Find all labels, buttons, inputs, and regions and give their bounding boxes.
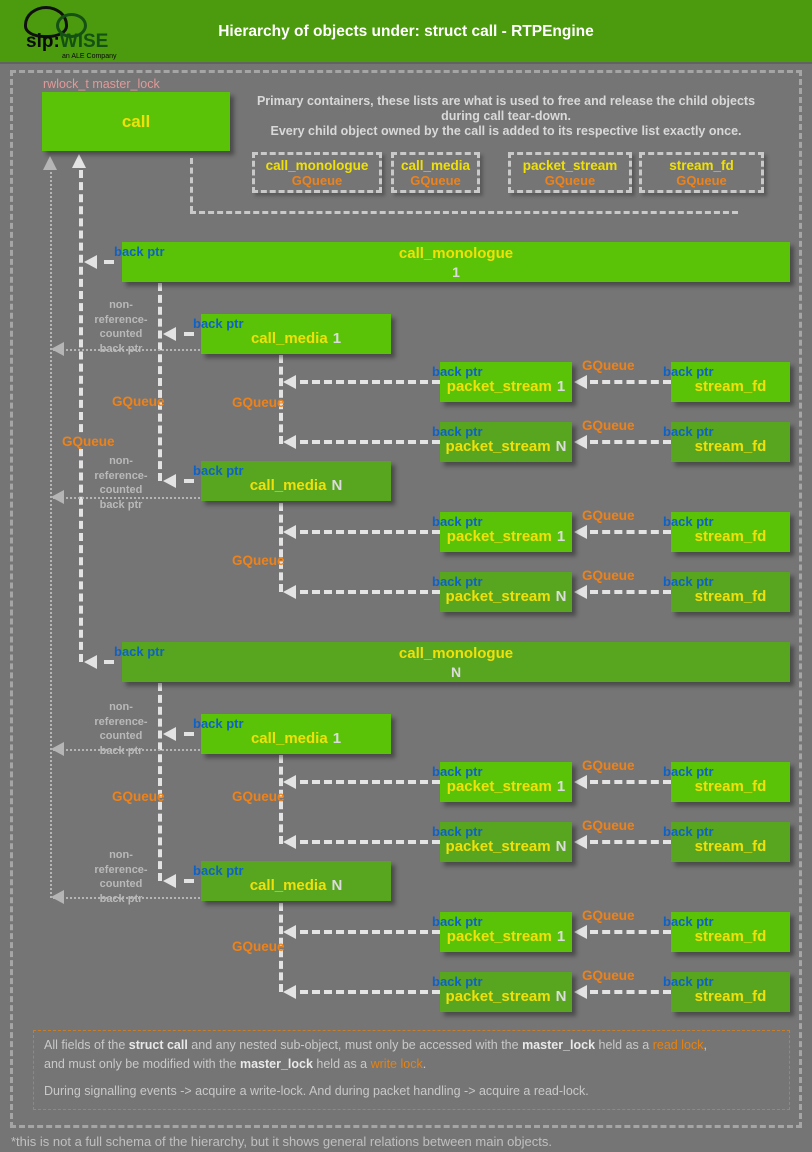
containers-connector-line	[190, 158, 193, 212]
note-bold: struct call	[128, 1038, 188, 1052]
back-ptr-arrow	[84, 655, 97, 669]
back-ptr-arrow	[574, 775, 587, 789]
non-ref-line: non-	[109, 849, 133, 861]
back-ptr-arrow	[84, 255, 97, 269]
back-ptr-label: back ptr	[432, 974, 483, 989]
back-ptr-arrow-line	[590, 990, 671, 994]
box-title: stream_fd	[694, 588, 767, 605]
non-ref-line: reference-	[94, 715, 148, 728]
back-ptr-label: back ptr	[432, 424, 483, 439]
up-arrow-icon	[43, 156, 57, 170]
gqueue-label: GQueue	[232, 939, 285, 954]
back-ptr-label: back ptr	[663, 914, 714, 929]
back-ptr-label: back ptr	[663, 974, 714, 989]
back-ptr-arrow-line	[300, 440, 440, 444]
streams-gqueue-line	[279, 503, 283, 592]
non-ref-line: reference-	[94, 313, 148, 326]
box-index: 1	[332, 730, 342, 747]
box-title: stream_fd	[694, 838, 767, 855]
back-ptr-arrow-line	[590, 780, 671, 784]
box-title: packet_stream	[445, 438, 551, 455]
back-ptr-label: back ptr	[193, 316, 244, 331]
back-ptr-arrow	[574, 525, 587, 539]
gqueue-label: GQueue	[582, 358, 635, 373]
intro-line-2: during call tear-down.	[441, 109, 571, 123]
non-ref-line: reference-	[94, 469, 148, 482]
note-paragraph-2: During signalling events -> acquire a write-lock. And during packet handling -> acquire a read-lock.	[44, 1084, 589, 1098]
back-ptr-arrow-line	[300, 380, 440, 384]
gqueue-label: GQueue	[582, 758, 635, 773]
call-box-label: call	[121, 111, 151, 131]
read-lock-text: read lock	[652, 1038, 704, 1052]
back-ptr-arrow-line	[300, 590, 440, 594]
call-monologue-first-box	[122, 242, 790, 282]
back-ptr-arrow-dash	[104, 660, 114, 664]
back-ptr-arrow	[283, 375, 296, 389]
footnote: *this is not a full schema of the hierarchy, but it shows general relations between main objects.	[11, 1134, 552, 1149]
back-ptr-arrow	[283, 435, 296, 449]
back-ptr-arrow-line	[590, 840, 671, 844]
back-ptr-arrow-dash	[184, 332, 194, 336]
note-bold: master_lock	[522, 1038, 596, 1052]
back-ptr-arrow	[574, 835, 587, 849]
back-ptr-arrow-line	[300, 530, 440, 534]
back-ptr-arrow-line	[300, 840, 440, 844]
box-index: N	[555, 438, 567, 455]
back-ptr-label: back ptr	[193, 463, 244, 478]
note-bold: master_lock	[239, 1057, 313, 1071]
box-title: call_media	[249, 877, 327, 894]
note-text: held as a	[595, 1038, 653, 1052]
non-ref-line: back ptr	[99, 892, 143, 905]
back-ptr-arrow-dash	[104, 260, 114, 264]
medias-gqueue-line	[158, 683, 162, 881]
back-ptr-label: back ptr	[432, 514, 483, 529]
gqueue-label: GQueue	[232, 789, 285, 804]
box-title: stream_fd	[694, 528, 767, 545]
back-ptr-arrow-line	[590, 530, 671, 534]
back-ptr-label: back ptr	[663, 764, 714, 779]
box-index: 1	[452, 264, 460, 280]
logo-wise: WISE	[59, 31, 109, 52]
non-ref-line: back ptr	[99, 498, 143, 511]
back-ptr-arrow	[283, 985, 296, 999]
box-index: 1	[556, 778, 566, 795]
back-ptr-label: back ptr	[432, 764, 483, 779]
back-ptr-arrow	[283, 925, 296, 939]
gqueue-label: GQueue	[582, 818, 635, 833]
non-ref-backptr-trunk-line	[50, 172, 52, 898]
logo-sip: sip:	[26, 31, 60, 52]
gqueue-label: GQueue	[112, 394, 165, 409]
box-index: N	[331, 877, 343, 894]
back-ptr-arrow	[163, 474, 176, 488]
back-ptr-arrow-dash	[184, 732, 194, 736]
back-ptr-label: back ptr	[432, 914, 483, 929]
box-title: stream_fd	[694, 438, 767, 455]
box-title: packet_stream	[446, 778, 552, 795]
container-name: packet_stream	[522, 158, 618, 173]
back-ptr-arrow-line	[590, 930, 671, 934]
containers-connector-line	[190, 211, 738, 214]
container-name: call_media	[400, 158, 471, 173]
back-ptr-label: back ptr	[432, 364, 483, 379]
non-ref-line: reference-	[94, 863, 148, 876]
back-ptr-label: back ptr	[663, 424, 714, 439]
header-bar	[0, 0, 812, 64]
box-index: 1	[332, 330, 342, 347]
box-title: call_media	[250, 730, 328, 747]
back-ptr-arrow	[574, 925, 587, 939]
page-title: Hierarchy of objects under: struct call - RTPEngine	[218, 23, 594, 40]
container-name: stream_fd	[669, 158, 734, 173]
back-ptr-arrow	[283, 775, 296, 789]
box-title: stream_fd	[694, 778, 767, 795]
gqueue-label: GQueue	[112, 789, 165, 804]
intro-text	[250, 94, 762, 139]
box-index: N	[555, 838, 567, 855]
monologues-gqueue-line	[79, 170, 83, 662]
write-lock-text: write lock	[370, 1057, 423, 1071]
call-box	[42, 92, 230, 151]
back-ptr-arrow	[574, 985, 587, 999]
box-index: N	[450, 664, 462, 680]
note-text: .	[422, 1057, 427, 1071]
container-call-monologue-queue	[252, 152, 382, 193]
back-ptr-label: back ptr	[432, 824, 483, 839]
container-type: GQueue	[291, 173, 343, 188]
back-ptr-arrow-line	[590, 590, 671, 594]
gqueue-label: GQueue	[582, 568, 635, 583]
back-ptr-arrow	[574, 435, 587, 449]
back-ptr-label: back ptr	[193, 716, 244, 731]
container-type: GQueue	[676, 173, 727, 188]
back-ptr-arrow	[283, 835, 296, 849]
non-ref-line: counted	[99, 878, 143, 890]
up-arrow-icon	[72, 154, 86, 168]
box-title: call_media	[249, 477, 327, 494]
back-ptr-arrow-line	[590, 440, 671, 444]
non-ref-line: counted	[99, 484, 143, 496]
note-text: ,	[703, 1038, 707, 1052]
gqueue-label: GQueue	[232, 553, 285, 568]
gqueue-label: GQueue	[582, 418, 635, 433]
back-ptr-arrow	[163, 874, 176, 888]
back-ptr-arrow-dash	[184, 479, 194, 483]
gqueue-label: GQueue	[582, 508, 635, 523]
box-title: call_monologue	[398, 645, 514, 662]
note-text: and any nested sub-object, must only be accessed with the	[187, 1038, 523, 1052]
box-index: N	[331, 477, 343, 494]
box-index: 1	[556, 528, 566, 545]
non-ref-line: counted	[99, 730, 143, 742]
note-text: and must only be modified with the	[44, 1057, 240, 1071]
back-ptr-arrow-line	[590, 380, 671, 384]
container-call-media-queue	[391, 152, 480, 193]
box-index: 1	[556, 928, 566, 945]
box-index: N	[555, 588, 567, 605]
note-text: held as a	[312, 1057, 371, 1071]
back-ptr-arrow	[163, 327, 176, 341]
non-ref-label	[89, 454, 153, 512]
box-title: packet_stream	[445, 988, 551, 1005]
box-title: call_monologue	[398, 245, 514, 262]
container-name: call_monologue	[265, 158, 369, 173]
box-title: stream_fd	[694, 928, 767, 945]
back-ptr-label: back ptr	[432, 574, 483, 589]
gqueue-label: GQueue	[62, 434, 115, 449]
gqueue-label: GQueue	[582, 968, 635, 983]
call-monologue-last-box	[122, 642, 790, 682]
non-ref-line: back ptr	[99, 744, 143, 757]
non-ref-label	[89, 848, 153, 906]
box-title: packet_stream	[445, 588, 551, 605]
non-ref-line: non-	[109, 701, 133, 713]
back-ptr-label: back ptr	[663, 574, 714, 589]
left-arrow-icon	[51, 742, 64, 756]
left-arrow-icon	[51, 890, 64, 904]
back-ptr-arrow	[283, 525, 296, 539]
back-ptr-arrow-dash	[184, 879, 194, 883]
box-title: packet_stream	[446, 928, 552, 945]
non-ref-label	[89, 700, 153, 758]
back-ptr-label: back ptr	[663, 824, 714, 839]
back-ptr-label: back ptr	[193, 863, 244, 878]
box-title: packet_stream	[446, 378, 552, 395]
box-title: call_media	[250, 330, 328, 347]
back-ptr-label: back ptr	[663, 364, 714, 379]
container-stream-fd-queue	[639, 152, 764, 193]
locking-note	[33, 1030, 790, 1110]
back-ptr-arrow	[283, 585, 296, 599]
back-ptr-arrow	[574, 375, 587, 389]
box-index: N	[555, 988, 567, 1005]
master-lock-label: rwlock_t master_lock	[43, 77, 160, 91]
non-ref-line: back ptr	[99, 342, 143, 355]
gqueue-label: GQueue	[582, 908, 635, 923]
intro-line-1: Primary containers, these lists are what is used to free and release the child objects	[256, 94, 756, 108]
non-ref-label	[89, 298, 153, 356]
box-title: stream_fd	[694, 378, 767, 395]
box-index: 1	[556, 378, 566, 395]
logo-tagline: an ALE Company	[62, 53, 117, 60]
back-ptr-arrow-line	[300, 990, 440, 994]
non-ref-line: counted	[99, 328, 143, 340]
intro-line-3: Every child object owned by the call is added to its respective list exactly once.	[270, 124, 742, 138]
left-arrow-icon	[51, 342, 64, 356]
back-ptr-label: back ptr	[663, 514, 714, 529]
box-title: stream_fd	[694, 988, 767, 1005]
back-ptr-label: back ptr	[114, 644, 165, 659]
non-ref-line: non-	[109, 455, 133, 467]
container-type: GQueue	[544, 173, 596, 188]
note-paragraph-1	[44, 1036, 779, 1074]
back-ptr-arrow	[163, 727, 176, 741]
non-ref-line: non-	[109, 299, 133, 311]
medias-gqueue-line	[158, 283, 162, 481]
container-packet-stream-queue	[508, 152, 632, 193]
back-ptr-label: back ptr	[114, 244, 165, 259]
back-ptr-arrow-line	[300, 780, 440, 784]
box-title: packet_stream	[446, 528, 552, 545]
left-arrow-icon	[51, 490, 64, 504]
back-ptr-arrow-line	[300, 930, 440, 934]
gqueue-label: GQueue	[232, 395, 285, 410]
note-text: All fields of the	[44, 1038, 129, 1052]
back-ptr-arrow	[574, 585, 587, 599]
box-title: packet_stream	[445, 838, 551, 855]
container-type: GQueue	[410, 173, 461, 188]
